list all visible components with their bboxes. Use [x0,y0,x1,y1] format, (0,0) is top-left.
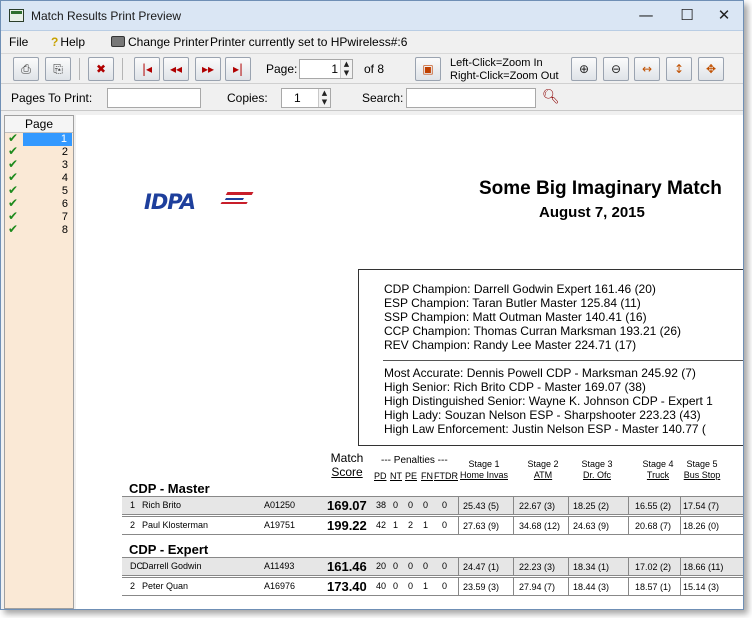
division-title: CDP - Expert [129,542,209,557]
checkmark-icon: ✔ [8,183,19,197]
stage-score-cell: 20.68 (7) [635,521,672,531]
zoom-hint [450,57,559,83]
nt-cell: 1 [393,520,399,530]
score-header: Score [331,465,363,479]
column-divider [568,517,569,534]
pe-cell: 2 [408,520,414,530]
stage-score-cell: 16.55 (2) [635,501,672,511]
idpa-logo-wing [221,192,254,204]
column-divider [568,578,569,595]
stage-score-cell: 18.57 (1) [635,582,672,592]
champion-line: ESP Champion: Taran Butler Master 125.84 (11) [384,296,641,310]
fit-page-icon: ▣ [422,62,434,76]
page-list-item[interactable] [5,224,73,237]
menu-help-label: Help [60,35,86,49]
pd-cell: 20 [376,561,387,571]
window-title: Match Results Print Preview [31,9,182,23]
match-score-cell: 173.40 [327,579,367,594]
nt-header: NT [390,471,402,481]
table-row [122,557,744,576]
column-divider [628,558,629,575]
champion-line: SSP Champion: Matt Outman Master 140.41 (16) [384,310,647,324]
toolbar [1,53,743,84]
champion-line: CCP Champion: Thomas Curran Marksman 193.21 (26) [384,324,682,338]
stage-name-header: Home Invas [459,470,509,480]
name-cell: Darrell Godwin [142,561,202,571]
award-line: High Senior: Rich Brito CDP - Master 169.07 (38) [384,380,646,394]
member-id-cell: A16976 [264,581,296,591]
copies-stepper-arrows[interactable]: ▲ ▼ [318,89,330,107]
next-page-button[interactable] [195,57,221,81]
pe-header: PE [405,471,418,481]
stage-name-header: Dr. Ofc [582,470,611,480]
menu-change-printer-label: Change Printer [128,35,209,49]
zoom-out-button[interactable] [603,57,629,81]
menu-bar [1,31,743,53]
pe-cell: 0 [408,500,414,510]
page-number: 7 [61,211,68,223]
print-button[interactable] [13,57,39,81]
checkmark-icon: ✔ [8,196,19,210]
place-cell: 1 [130,500,136,510]
last-page-button[interactable] [225,57,251,81]
match-date: August 7, 2015 [539,204,645,221]
column-divider [628,578,629,595]
page-number: 1 [60,133,67,145]
stage-number-header: Stage 2 [527,459,559,469]
division-title: CDP - Master [129,481,210,496]
stage-number-header: Stage 5 [686,459,718,469]
last-page-icon: ▸| [232,62,244,76]
column-divider [458,497,459,514]
place-cell: 2 [130,520,136,530]
fn-header: FN [421,471,433,481]
search-label: Search: [362,91,404,105]
checkmark-icon: ✔ [8,222,19,236]
stage-number-header: Stage 4 [642,459,674,469]
stage-score-cell: 18.66 (11) [683,562,724,572]
fit-height-icon: ↕ [673,62,685,76]
menu-help[interactable] [51,35,85,49]
toolbar-separator [122,58,123,80]
award-line: High Lady: Souzan Nelson ESP - Sharpshooter 223.23 (43) [384,408,701,422]
pd-cell: 38 [376,500,387,510]
stage-score-cell: 15.14 (3) [683,582,720,592]
column-divider [680,558,681,575]
ftdr-header: FTDR [434,471,458,481]
fit-page-button[interactable] [415,57,441,81]
pe-cell: 0 [408,561,414,571]
match-score-cell: 161.46 [327,559,367,574]
column-divider [458,558,459,575]
award-line: Most Accurate: Dennis Powell CDP - Marksman 245.92 (7) [384,366,696,380]
print-icon: ⎙ [21,62,31,76]
search-icon[interactable]: 🔍︎ [542,89,560,105]
menu-change-printer[interactable] [111,35,209,49]
stage-name-header: Bus Stop [683,470,721,480]
copies-stepper[interactable] [281,88,331,108]
pages-to-print-input[interactable] [107,88,201,108]
column-divider [628,517,629,534]
column-divider [680,517,681,534]
stage-score-cell: 18.44 (3) [573,582,610,592]
title-bar[interactable] [1,1,743,31]
fn-cell: 1 [423,520,429,530]
zoom-in-button[interactable] [571,57,597,81]
page-number: 2 [61,146,68,158]
stage-score-cell: 23.59 (3) [463,582,500,592]
fn-cell: 0 [423,500,429,510]
stage-name-header: ATM [533,470,553,480]
match-score-cell: 199.22 [327,518,367,533]
pd-header: PD [374,471,387,481]
stage-score-cell: 27.63 (9) [463,521,500,531]
stage-score-cell: 24.63 (9) [573,521,610,531]
page-stepper[interactable] [299,59,353,79]
stage-score-cell: 27.94 (7) [519,582,556,592]
print-setup-button[interactable] [45,57,71,81]
checkmark-icon: ✔ [8,131,19,145]
page-list-header: Page [5,116,73,133]
stage-score-cell: 18.34 (1) [573,562,610,572]
maximize-button[interactable]: ☐ [680,6,694,24]
fit-all-icon: ✥ [705,62,717,76]
page-number: 4 [61,172,68,184]
award-line: High Distinguished Senior: Wayne K. Johnson CDP - Expert 1 [384,394,713,408]
column-divider [680,497,681,514]
fit-all-button[interactable] [698,57,724,81]
next-page-icon: ▸▸ [201,62,215,76]
ftdr-cell: 0 [442,500,448,510]
first-page-icon: |◂ [141,62,153,76]
search-input[interactable] [406,88,536,108]
fit-width-icon: ↔ [641,62,653,76]
fit-height-button[interactable] [666,57,692,81]
stage-score-cell: 25.43 (5) [463,501,500,511]
prev-page-button[interactable] [163,57,189,81]
zoom-out-icon: ⊖ [610,62,622,76]
toolbar-separator [79,58,80,80]
champions-divider [383,360,744,361]
page-list-rows [5,133,73,237]
stage-score-cell: 22.67 (3) [519,501,556,511]
checkmark-icon: ✔ [8,209,19,223]
page-number: 5 [61,185,68,197]
pages-to-print-label: Pages To Print: [11,91,93,105]
page-stepper-value: 1 [331,62,338,76]
name-cell: Peter Quan [142,581,189,591]
place-cell: DC [130,561,143,571]
fn-cell: 0 [423,561,429,571]
exit-icon: ✖ [95,62,107,76]
table-row [122,516,744,535]
member-id-cell: A11493 [264,561,295,571]
page-number: 6 [61,198,68,210]
menu-file[interactable]: File [9,35,29,49]
column-divider [513,558,514,575]
printer-status: Printer currently set to HPwireless#:6 [210,35,408,49]
page-number: 3 [61,159,68,171]
place-cell: 2 [130,581,136,591]
name-cell: Paul Klosterman [142,520,209,530]
printer-icon [111,36,125,47]
zoom-in-hint: Left-Click=Zoom In [450,57,543,69]
first-page-button[interactable] [134,57,160,81]
report-preview[interactable] [76,115,744,610]
copies-value: 1 [294,91,301,105]
column-divider [458,578,459,595]
champion-line: CDP Champion: Darrell Godwin Expert 161.46 (20) [384,282,656,296]
column-divider [568,497,569,514]
stage-score-cell: 18.25 (2) [573,501,610,511]
checkmark-icon: ✔ [8,170,19,184]
penalties-header: --- Penalties --- [381,455,448,466]
pd-cell: 40 [376,581,387,591]
match-score-header [327,451,367,479]
zoom-in-icon: ⊕ [578,62,590,76]
minimize-button[interactable]: — [638,6,654,24]
fit-width-button[interactable] [634,57,660,81]
stage-score-cell: 18.26 (0) [683,521,720,531]
help-icon: ? [51,35,59,49]
stage-name-header: Truck [646,470,670,480]
stage-number-header: Stage 1 [468,459,500,469]
match-title: Some Big Imaginary Match [479,178,722,199]
match-score-cell: 169.07 [327,498,367,513]
page-list-selection [23,133,72,146]
page-number: 8 [61,224,68,236]
champion-line: REV Champion: Randy Lee Master 224.71 (17) [384,338,637,352]
table-row [122,496,744,515]
nt-cell: 0 [393,500,399,510]
checkmark-icon: ✔ [8,157,19,171]
table-row [122,577,744,596]
page-count: of 8 [364,62,385,76]
champions-box [358,269,744,446]
checkmark-icon: ✔ [8,144,19,158]
exit-button[interactable] [88,57,114,81]
pd-cell: 42 [376,520,387,530]
stage-score-cell: 24.47 (1) [463,562,500,572]
column-divider [628,497,629,514]
nt-cell: 0 [393,581,399,591]
column-divider [458,517,459,534]
column-divider [680,578,681,595]
ftdr-cell: 0 [442,520,448,530]
stage-score-cell: 17.54 (7) [683,501,720,511]
column-divider [513,497,514,514]
close-button[interactable]: ✕ [717,6,731,24]
member-id-cell: A19751 [264,520,296,530]
ftdr-cell: 0 [442,561,448,571]
idpa-logo: IDPA [144,190,195,214]
match-header: Match [330,451,364,465]
column-divider [568,558,569,575]
fn-cell: 1 [423,581,429,591]
page-stepper-arrows[interactable]: ▲ ▼ [340,60,352,78]
column-divider [513,578,514,595]
stage-score-cell: 22.23 (3) [519,562,556,572]
prev-page-icon: ◂◂ [169,62,183,76]
award-line: High Law Enforcement: Justin Nelson ESP - Master 140.77 ( [384,422,706,436]
print-setup-icon: ⎘ [53,62,63,76]
nt-cell: 0 [393,561,399,571]
page-list [4,115,74,609]
app-icon [9,9,24,22]
member-id-cell: A01250 [264,500,296,510]
stage-score-cell: 17.02 (2) [635,562,672,572]
column-divider [513,517,514,534]
zoom-out-hint: Right-Click=Zoom Out [450,70,559,82]
print-options-bar [1,85,743,111]
stage-score-cell: 34.68 (12) [519,521,561,531]
stage-number-header: Stage 3 [581,459,613,469]
pe-cell: 0 [408,581,414,591]
copies-label: Copies: [227,91,268,105]
page-label: Page: [266,62,298,76]
ftdr-cell: 0 [442,581,448,591]
name-cell: Rich Brito [142,500,182,510]
